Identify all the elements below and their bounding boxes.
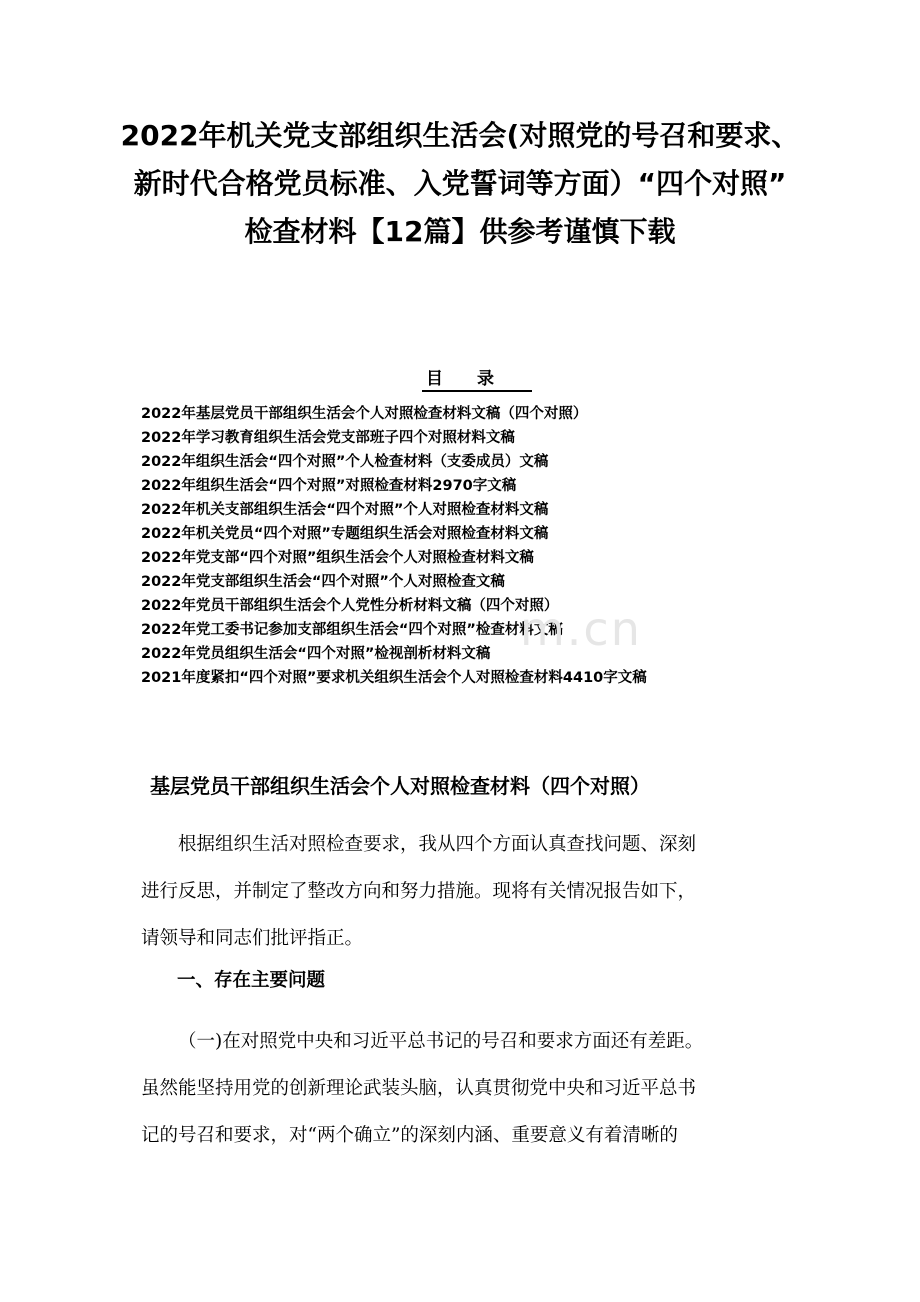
toc-item[interactable]: 2022年基层党员干部组织生活会个人对照检查材料文稿（四个对照） [141,406,588,422]
paragraph-line: 请领导和同志们批评指正。 [141,928,364,949]
paragraph-line: 记的号召和要求，对“两个确立”的深刻内涵、重要意义有着清晰的 [141,1125,678,1146]
toc-item[interactable]: 2022年党支部“四个对照”组织生活会个人对照检查材料文稿 [141,550,534,566]
title-line-1: 2022年机关党支部组织生活会(对照党的号召和要求、 [120,119,800,152]
paragraph-line: 根据组织生活对照检查要求，我从四个方面认真查找问题、深刻 [178,834,697,855]
toc-item[interactable]: 2022年党员干部组织生活会个人党性分析材料文稿（四个对照） [141,598,559,614]
toc-heading-text: 目录 [422,364,532,392]
toc-heading [0,364,920,392]
toc-item[interactable]: 2021年度紧扣“四个对照”要求机关组织生活会个人对照检查材料4410字文稿 [141,670,647,686]
toc-item[interactable]: 2022年党员组织生活会“四个对照”检视剖析材料文稿 [141,646,491,662]
toc-item[interactable]: 2022年党工委书记参加支部组织生活会“四个对照”检查材料文稿 [141,622,563,638]
toc-item[interactable]: 2022年学习教育组织生活会党支部班子四个对照材料文稿 [141,430,515,446]
toc-item[interactable]: 2022年机关党员“四个对照”专题组织生活会对照检查材料文稿 [141,526,549,542]
subheading: 一、存在主要问题 [177,970,326,991]
document-title [60,112,860,256]
title-line-2: 新时代合格党员标准、入党誓词等方面）“四个对照” [133,167,787,200]
toc-item[interactable]: 2022年组织生活会“四个对照”对照检查材料2970字文稿 [141,478,517,494]
paragraph-line: （一)在对照党中央和习近平总书记的号召和要求方面还有差距。 [178,1031,704,1052]
toc-item[interactable]: 2022年组织生活会“四个对照”个人检查材料（支委成员）文稿 [141,454,549,470]
title-line-3: 检查材料【12篇】供参考谨慎下载 [244,215,676,248]
paragraph-line: 进行反思，并制定了整改方向和努力措施。现将有关情况报告如下， [141,881,697,902]
watermark: m.cn [520,602,642,656]
paragraph-intro [141,821,791,962]
paragraph-line: 虽然能坚持用党的创新理论武装头脑，认真贯彻党中央和习近平总书 [141,1078,697,1099]
toc-item[interactable]: 2022年党支部组织生活会“四个对照”个人对照检查文稿 [141,574,505,590]
section-title: 基层党员干部组织生活会个人对照检查材料（四个对照） [150,774,650,798]
table-of-contents [141,402,841,690]
paragraph-problem-1 [141,1018,791,1159]
toc-item[interactable]: 2022年机关支部组织生活会“四个对照”个人对照检查材料文稿 [141,502,549,518]
